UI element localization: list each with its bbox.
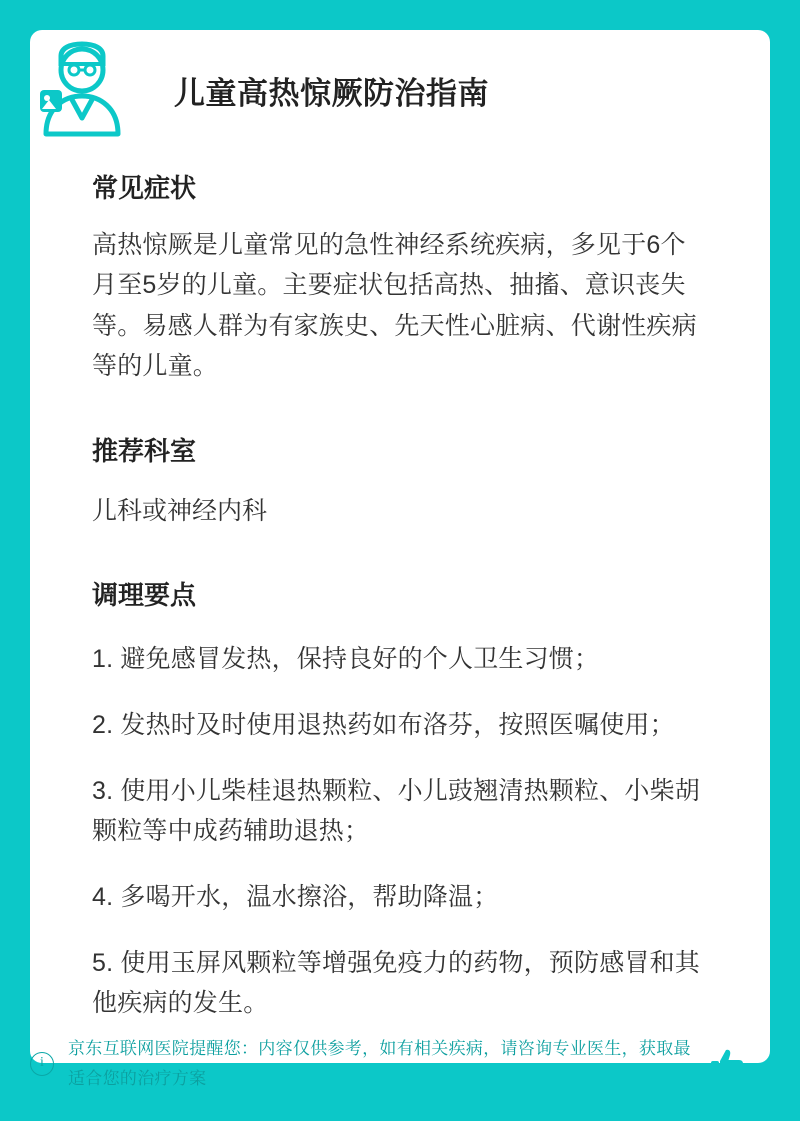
section-heading-symptoms: 常见症状 (92, 173, 197, 204)
content-card (30, 30, 770, 1063)
section-heading-care-tips: 调理要点 (92, 580, 197, 611)
list-item: 2. 发热时及时使用退热药如布洛芬，按照医嘱使用； (92, 711, 675, 740)
thumbs-up-icon[interactable] (708, 1044, 748, 1084)
section-heading-department: 推荐科室 (92, 435, 197, 466)
care-tips-list (92, 639, 708, 1023)
list-item: 5. 使用玉屏风颗粒等增强免疫力的药物，预防感冒和其他疾病的发生。 (92, 949, 700, 1018)
doctor-avatar-icon (30, 30, 145, 145)
list-item: 4. 多喝开水，温水擦浴，帮助降温； (92, 883, 499, 912)
page-title: 儿童高热惊厥防治指南 (174, 76, 489, 111)
footer-disclaimer (30, 1021, 770, 1107)
list-item: 1. 避免感冒发热，保持良好的个人卫生习惯； (92, 645, 600, 674)
footer-text: 京东互联网医院提醒您：内容仅供参考，如有相关疾病，请咨询专业医生，获取最适合您的治疗方案 (68, 1039, 691, 1088)
section-text-symptoms: 高热惊厥是儿童常见的急性神经系统疾病，多见于6个月至5岁的儿童。主要症状包括高热、抽搐、意识丧失等。易感人群为有家族史、先天性心脏病、代谢性疾病等的儿童。 (92, 230, 697, 381)
info-icon: i (30, 1052, 54, 1076)
list-item: 3. 使用小儿柴桂退热颗粒、小儿豉翘清热颗粒、小柴胡颗粒等中成药辅助退热； (92, 777, 700, 846)
section-text-department: 儿科或神经内科 (92, 497, 268, 526)
